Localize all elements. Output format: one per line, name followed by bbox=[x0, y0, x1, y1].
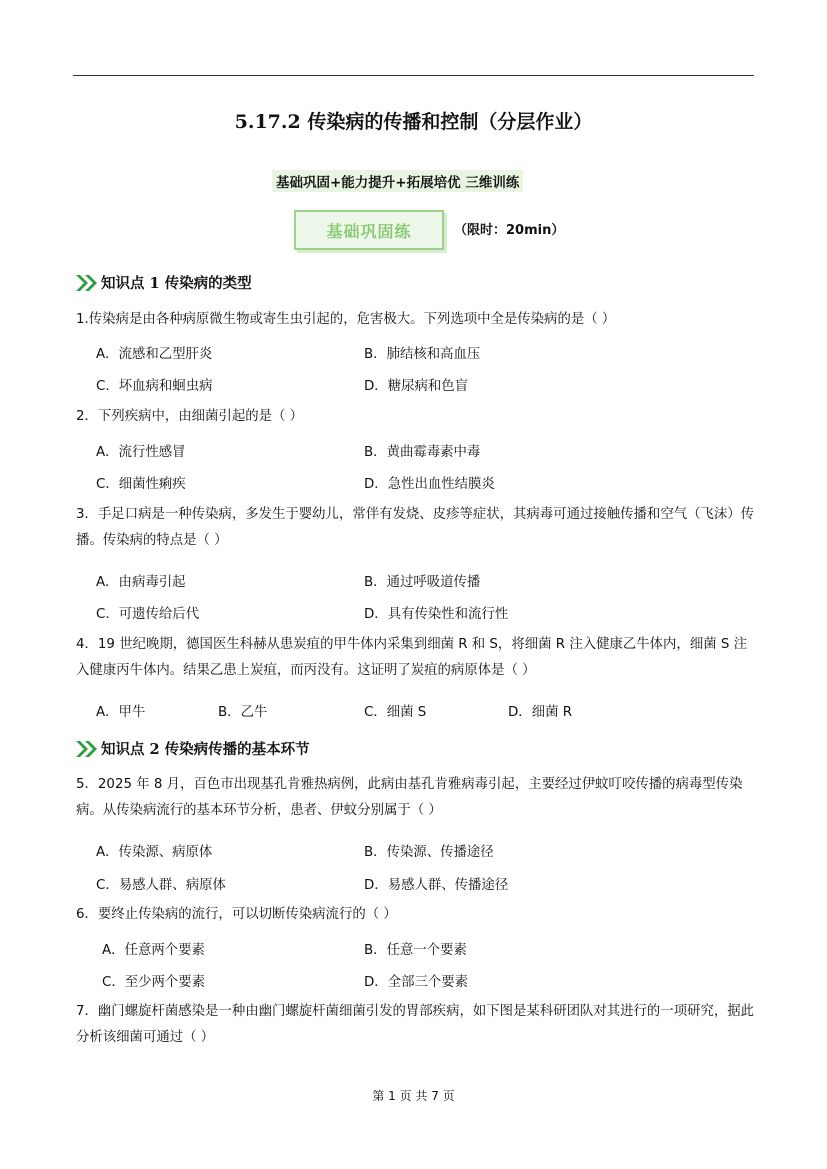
option-a[interactable]: A．流行性感冒 bbox=[96, 445, 186, 460]
option-a[interactable]: A．流感和乙型肝炎 bbox=[96, 347, 213, 362]
section-heading bbox=[76, 738, 310, 759]
option-b[interactable]: B．传染源、传播途径 bbox=[364, 845, 494, 860]
double-arrow-icon bbox=[76, 275, 98, 291]
option-a[interactable]: A．任意两个要素 bbox=[102, 943, 205, 958]
page-footer: 第 1 页 共 7 页 bbox=[372, 1089, 455, 1103]
level-badge: 基础巩固练 bbox=[294, 210, 444, 250]
question-5: 5．2025 年 8 月，百色市出现基孔肯雅热病例，此病由基孔肯雅病毒引起，主要经过伊蚊叮咬传播的病毒型传染病。从传染病流行的基本环节分析，患者、伊蚊分别属于（ ） bbox=[76, 777, 743, 818]
question-6: 6．要终止传染病的流行，可以切断传染病流行的（ ） bbox=[76, 907, 397, 922]
option-d[interactable]: D．易感人群、传播途径 bbox=[364, 878, 509, 893]
option-a[interactable]: A．传染源、病原体 bbox=[96, 845, 213, 860]
section-label: 知识点 2 传染病传播的基本环节 bbox=[101, 741, 310, 758]
question-7: 7．幽门螺旋杆菌感染是一种由幽门螺旋杆菌细菌引发的胃部疾病，如下图是某科研团队对其进行的一项研究，据此分析该细菌可通过（ ） bbox=[76, 1004, 755, 1045]
option-d[interactable]: D．全部三个要素 bbox=[364, 975, 469, 990]
page-title: 5.17.2 传染病的传播和控制（分层作业） bbox=[234, 111, 593, 133]
double-arrow-icon bbox=[76, 741, 98, 757]
option-c[interactable]: C．易感人群、病原体 bbox=[96, 878, 226, 893]
option-a[interactable]: A．由病毒引起 bbox=[96, 575, 186, 590]
header-rule bbox=[73, 75, 754, 76]
option-d[interactable]: D．细菌 R bbox=[508, 705, 573, 720]
section-label: 知识点 1 传染病的类型 bbox=[101, 275, 252, 292]
option-d[interactable]: D．具有传染性和流行性 bbox=[364, 607, 509, 622]
question-2: 2．下列疾病中，由细菌引起的是（ ） bbox=[76, 409, 304, 424]
option-c[interactable]: C．细菌 S bbox=[364, 705, 427, 720]
option-b[interactable]: B．乙牛 bbox=[218, 705, 268, 720]
time-limit: （限时：20min） bbox=[454, 223, 565, 238]
option-d[interactable]: D．糖尿病和色盲 bbox=[364, 379, 469, 394]
option-c[interactable]: C．至少两个要素 bbox=[102, 975, 206, 990]
option-a[interactable]: A．甲牛 bbox=[96, 705, 146, 720]
section-heading bbox=[76, 272, 252, 293]
option-c[interactable]: C．坏血病和蛔虫病 bbox=[96, 379, 213, 394]
option-c[interactable]: C．可遗传给后代 bbox=[96, 607, 200, 622]
question-3: 3．手足口病是一种传染病，多发生于婴幼儿，常伴有发烧、皮疹等症状，其病毒可通过接触传播和空气（飞沫）传播。传染病的特点是（ ） bbox=[76, 507, 755, 548]
question-4: 4．19 世纪晚期，德国医生科赫从患炭疽的甲牛体内采集到细菌 R 和 S，将细菌 R 注入健康乙牛体内，细菌 S 注入健康丙牛体内。结果乙患上炭疽，而丙没有。这证明了炭疽的病原体是（ ） bbox=[76, 637, 748, 678]
option-b[interactable]: B．通过呼吸道传播 bbox=[364, 575, 481, 590]
option-b[interactable]: B．黄曲霉毒素中毒 bbox=[364, 445, 481, 460]
question-1: 1.传染病是由各种病原微生物或寄生虫引起的，危害极大。下列选项中全是传染病的是（ ） bbox=[76, 312, 616, 327]
option-b[interactable]: B．任意一个要素 bbox=[364, 943, 467, 958]
option-c[interactable]: C．细菌性痢疾 bbox=[96, 477, 186, 492]
subtitle-banner: 基础巩固+能力提升+拓展培优 三维训练 bbox=[272, 170, 523, 192]
option-d[interactable]: D．急性出血性结膜炎 bbox=[364, 477, 495, 492]
option-b[interactable]: B．肺结核和高血压 bbox=[364, 347, 481, 362]
